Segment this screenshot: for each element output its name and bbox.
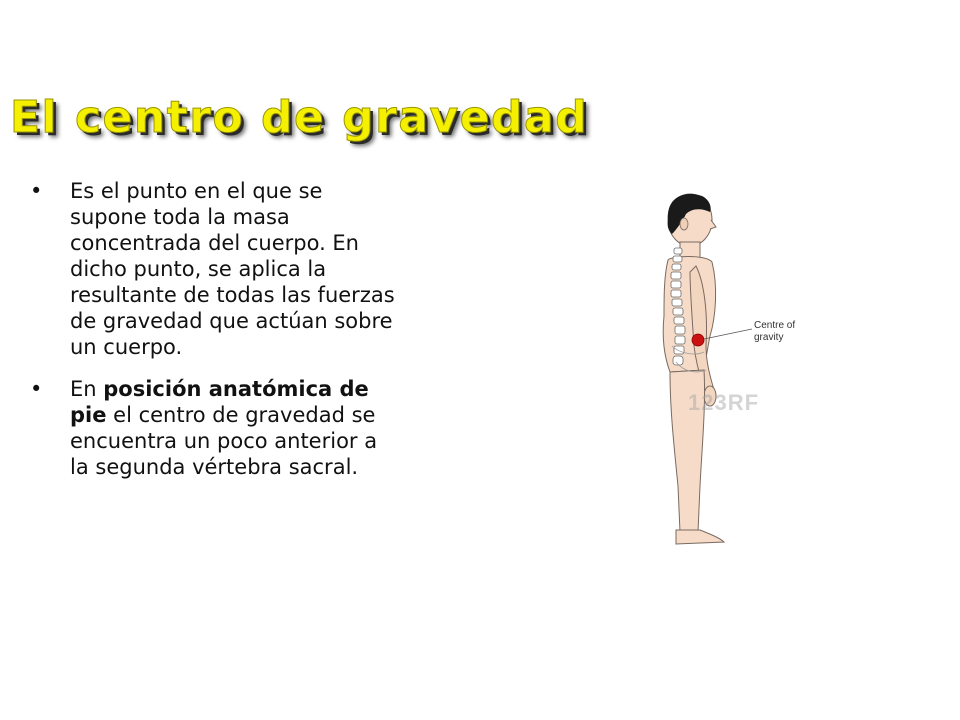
bullet-text-post: el centro de gravedad se encuentra un poco anterior a la segunda vértebra sacral. bbox=[70, 403, 378, 479]
bullet-item-location bbox=[30, 376, 400, 480]
nose bbox=[710, 220, 716, 229]
human-figure-drawing bbox=[640, 186, 840, 550]
watermark: 123RF bbox=[688, 390, 760, 415]
slide-title: El centro de gravedad bbox=[10, 92, 589, 143]
callout-line-1: Centre of bbox=[754, 320, 796, 331]
callout-line-2: gravity bbox=[754, 332, 784, 343]
bullet-item-definition bbox=[30, 178, 400, 360]
feet bbox=[676, 530, 724, 544]
ear bbox=[680, 218, 688, 230]
bullet-text-pre: En bbox=[70, 377, 104, 401]
bullet-text-bold: posición anatómica de pie bbox=[70, 377, 369, 427]
callout-label bbox=[754, 320, 795, 344]
neck bbox=[680, 242, 700, 258]
center-of-gravity-marker bbox=[692, 334, 704, 346]
bullet-list bbox=[30, 178, 400, 496]
bullet-text: Es el punto en el que se supone toda la masa concentrada del cuerpo. En dicho punto, se aplica la resultante de todas las fuerzas de gravedad que actúan sobre un cuerpo. bbox=[70, 179, 395, 359]
human-figure-image bbox=[640, 186, 840, 550]
